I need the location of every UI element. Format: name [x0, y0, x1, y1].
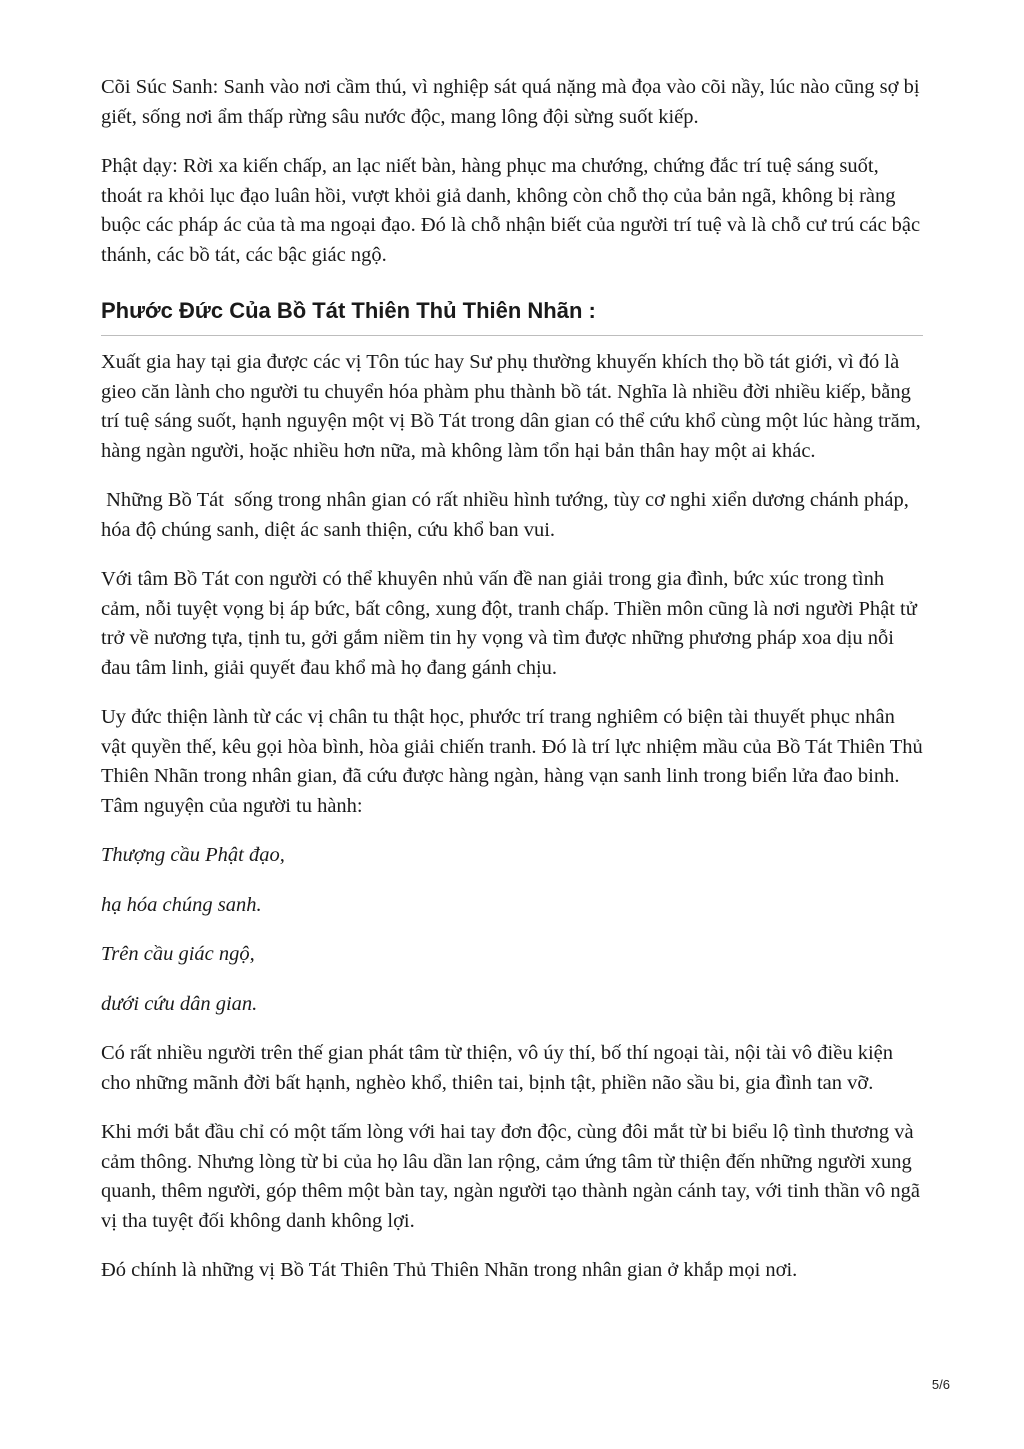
paragraph-phat-day: Phật dạy: Rời xa kiến chấp, an lạc niết bàn, hàng phục ma chướng, chứng đắc trí tuệ sáng suốt, thoát ra khỏi lục đạo luân hồi, vượt khỏi giả danh, không còn chỗ thọ của bản ngã, không bị ràng buộc các pháp ác của tà ma ngoại đạo. Đó là chỗ nhận biết của người trí tuệ và là chỗ cư trú các bậc thánh, các bồ tát, các bậc giác ngộ.: [101, 155, 921, 266]
paragraph-suc-sanh: Cõi Súc Sanh: Sanh vào nơi cầm thú, vì nghiệp sát quá nặng mà đọa vào cõi nầy, lúc nào cũng sợ bị giết, sống nơi ẩm thấp rừng sâu nước độc, mang lông đội sừng suốt kiếp.: [101, 76, 920, 128]
paragraph: Những Bồ Tát sống trong nhân gian có rất nhiều hình tướng, tùy cơ nghi xiển dương chánh pháp, hóa độ chúng sanh, diệt ác sanh thiện, cứu khổ ban vui.: [101, 489, 915, 541]
paragraph: Uy đức thiện lành từ các vị chân tu thật học, phước trí trang nghiêm có biện tài thuyết phục nhân vật quyền thế, kêu gọi hòa bình, hòa giải chiến tranh. Đó là trí lực nhiệm mầu của Bồ Tát Thiên Thủ Thiên Nhãn trong nhân gian, đã cứu được hàng ngàn, hàng vạn sanh linh trong biển lửa đao binh. Tâm nguyện của người tu hành:: [101, 706, 923, 817]
paragraph: Với tâm Bồ Tát con người có thể khuyên nhủ vấn đề nan giải trong gia đình, bức xúc trong tình cảm, nỗi tuyệt vọng bị áp bức, bất công, xung đột, tranh chấp. Thiền môn cũng là nơi người Phật tử trở về nương tựa, tịnh tu, gởi gắm niềm tin hy vọng và tìm được những phương pháp xoa dịu nỗi đau tâm linh, giải quyết đau khổ mà họ đang gánh chịu.: [101, 568, 917, 679]
document-body: [101, 73, 923, 1306]
paragraph: Có rất nhiều người trên thế gian phát tâm từ thiện, vô úy thí, bố thí ngoại tài, nội tài vô điều kiện cho những mãnh đời bất hạnh, nghèo khổ, thiên tai, bịnh tật, phiền não sầu bi, gia đình tan vỡ.: [101, 1042, 893, 1094]
page-number: 5/6: [931, 1377, 950, 1392]
verse-line: Thượng cầu Phật đạo,: [101, 844, 285, 866]
section-heading: Phước Đức Của Bồ Tát Thiên Thủ Thiên Nhãn :: [101, 296, 923, 336]
paragraph: Đó chính là những vị Bồ Tát Thiên Thủ Thiên Nhãn trong nhân gian ở khắp mọi nơi.: [101, 1259, 798, 1281]
section-body: [101, 348, 923, 1286]
verse-line: hạ hóa chúng sanh.: [101, 893, 262, 916]
paragraph: Xuất gia hay tại gia được các vị Tôn túc hay Sư phụ thường khuyến khích thọ bồ tát giới, vì đó là gieo căn lành cho người tu chuyển hóa phàm phu thành bồ tát. Nghĩa là nhiều đời nhiều kiếp, bằng trí tuệ sáng suốt, hạnh nguyện một vị Bồ Tát trong dân gian có thể cứu khổ cùng một lúc hàng trăm, hàng ngàn người, hoặc nhiều hơn nữa, mà không làm tổn hại bản thân hay một ai khác.: [101, 351, 921, 462]
verse-line: dưới cứu dân gian.: [101, 992, 258, 1015]
verse-line: Trên cầu giác ngộ,: [101, 943, 255, 965]
paragraph: Khi mới bắt đầu chỉ có một tấm lòng với hai tay đơn độc, cùng đôi mắt từ bi biểu lộ tình thương và cảm thông. Nhưng lòng từ bi của họ lâu dần lan rộng, cảm ứng tâm từ thiện đến những người xung quanh, thêm người, góp thêm một bàn tay, ngàn người tạo thành ngàn cánh tay, với tinh thần vô ngã vị tha tuyệt đối không danh không lợi.: [101, 1121, 920, 1232]
